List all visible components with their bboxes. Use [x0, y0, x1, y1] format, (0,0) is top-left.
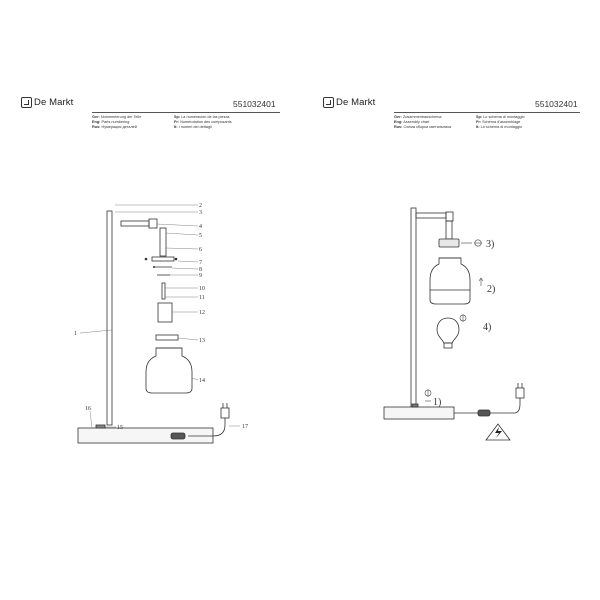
assembly-chart-panel: [300, 0, 600, 600]
holder: [439, 239, 459, 247]
leader-13: [178, 338, 198, 340]
lamp-pole: [411, 208, 416, 408]
step-label-3: 3): [486, 239, 495, 250]
cord-switch[interactable]: [478, 410, 490, 416]
legend-line: It: I numeri dei dettagli: [174, 125, 212, 130]
leader-4: [157, 224, 198, 226]
part-label-12: 12: [199, 310, 205, 316]
assembly-diagram: [300, 0, 600, 600]
electric-hazard-icon: [495, 427, 502, 438]
legend-line: Eng: Parts numbering: [92, 120, 130, 125]
part-label-10: 10: [199, 286, 205, 292]
legend-line: Rus: Схема сборки светильника: [394, 125, 452, 130]
vertical-tube: [160, 228, 166, 256]
part-label-14: 14: [199, 378, 205, 384]
step-label-4: 4): [483, 322, 492, 333]
part-label-9: 9: [199, 273, 202, 279]
lamp-arm: [121, 221, 149, 226]
arm-fitting: [149, 219, 157, 228]
logo-text: De Markt: [336, 97, 376, 108]
part-label-16: 16: [85, 406, 91, 412]
leader-8: [172, 268, 198, 269]
part-label-5: 5: [199, 233, 202, 239]
legend-line: Eng: Assembly chart: [394, 120, 430, 125]
part-label-17: 17: [242, 424, 248, 430]
lamp-pole: [107, 211, 112, 425]
part-label-2: 2: [199, 203, 202, 209]
lamp-base: [384, 407, 454, 419]
leader-6: [166, 248, 198, 249]
part-label-3: 3: [199, 210, 202, 216]
legend-line: Sp: La numeración de las piezas: [174, 115, 230, 119]
arm-fitting: [446, 212, 453, 221]
part-label-13: 13: [199, 338, 205, 344]
part-label-8: 8: [199, 267, 202, 273]
plug: [516, 388, 524, 398]
leader-16: [90, 411, 92, 428]
legend-line: Rus: Нумерация деталей: [92, 125, 137, 130]
part-label-1: 1: [74, 331, 77, 337]
lamp-socket: [158, 303, 172, 322]
screw-7b: [175, 258, 178, 261]
cord-switch[interactable]: [171, 433, 185, 439]
holder-plate: [152, 257, 174, 261]
logo-text: De Markt: [34, 97, 74, 108]
legend-line: Ger: Nummerierung der Teile: [92, 115, 142, 119]
part-label-6: 6: [199, 247, 202, 253]
part-label-11: 11: [199, 295, 205, 301]
leader-7: [178, 261, 198, 262]
vertical-tube: [446, 221, 452, 239]
step-label-2: 2): [487, 284, 496, 295]
legend-line: It: Lo schema di montaggio: [476, 125, 523, 130]
light-bulb: [437, 318, 459, 343]
legend-line: Fr: Schéma d'assemblage: [476, 120, 521, 125]
lamp-arm: [416, 213, 446, 218]
base-pad: [412, 404, 418, 407]
legend-line: Sp: Lo schema di montaggio: [476, 115, 525, 119]
glass-shade: [146, 348, 192, 393]
base-pad: [96, 425, 105, 428]
product-code: 551032401: [233, 99, 276, 109]
threaded-tube: [162, 283, 165, 299]
washer-8: [153, 266, 155, 268]
part-label-15: 15: [117, 425, 123, 431]
power-cable: [213, 418, 225, 436]
leader-14: [192, 378, 198, 380]
part-label-7: 7: [199, 260, 202, 266]
bulb-base: [444, 343, 452, 348]
product-code: 551032401: [535, 99, 578, 109]
lamp-base: [78, 428, 213, 443]
plug: [221, 408, 229, 418]
screw-7: [145, 258, 148, 261]
glass-shade: [430, 258, 470, 304]
step-label-1: 1): [433, 397, 442, 408]
legend-line: Ger: Zusammenbauschema: [394, 115, 442, 119]
part-label-4: 4: [199, 224, 202, 230]
legend-line: Fr: Numérotation des composants: [174, 120, 232, 125]
leader-5: [166, 233, 198, 235]
ring-nut: [156, 335, 178, 340]
power-cable: [490, 398, 520, 413]
